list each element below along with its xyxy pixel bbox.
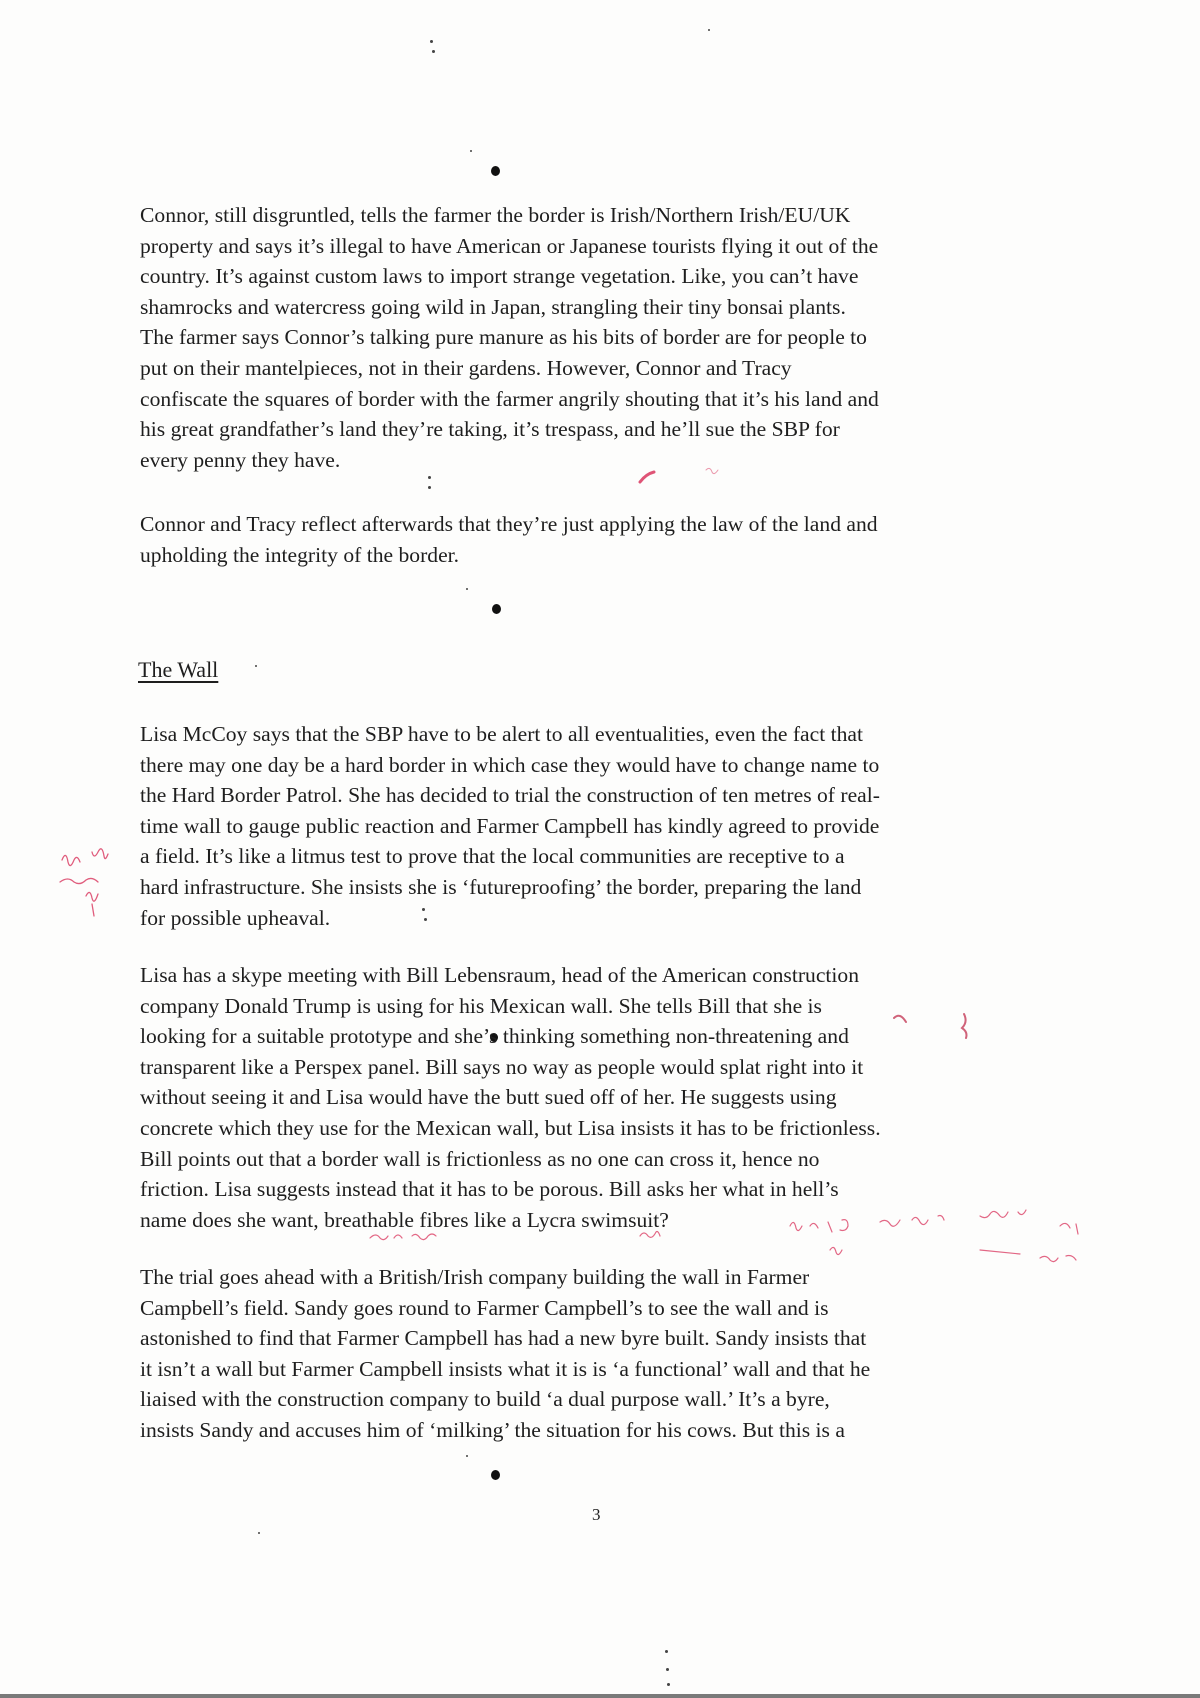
text-line: The farmer says Connor’s talking pure manure as his bits of border are for people to — [140, 325, 867, 350]
text-line: put on their mantelpieces, not in their gardens. However, Connor and Tracy — [140, 355, 792, 380]
speck — [470, 150, 472, 152]
speck — [466, 1455, 468, 1457]
text-line: friction. Lisa suggests instead that it has to be porous. Bill asks her what in hell’s — [140, 1177, 839, 1202]
red-check-mark — [636, 460, 726, 490]
text-line: astonished to find that Farmer Campbell has had a new byre built. Sandy insists that — [140, 1326, 867, 1351]
text-line: without seeing it and Lisa would have the butt sued off of her. He suggests using — [140, 1085, 837, 1110]
text-line: property and says it’s illegal to have American or Japanese tourists flying it out of the — [140, 233, 879, 258]
speck — [428, 486, 431, 489]
speck — [255, 665, 257, 667]
text-line: upholding the integrity of the border. — [140, 542, 460, 567]
text-line: every penny they have. — [140, 447, 341, 472]
speck — [430, 40, 433, 43]
text-line: hard infrastructure. She insists she is ‘futureproofing’ the border, preparing the land — [140, 874, 862, 899]
text-line: Connor and Tracy reflect afterwards that they’re just applying the law of the land and — [140, 512, 878, 536]
page-number: 3 — [592, 1505, 601, 1524]
paragraph-3 — [140, 719, 1052, 933]
text-line: the Hard Border Patrol. She has decided to trial the construction of ten metres of real- — [140, 783, 880, 808]
text-line: looking for a suitable prototype and she’s thinking something non-threatening and — [140, 1024, 849, 1049]
text-line: time wall to gauge public reaction and Farmer Campbell has kindly agreed to provide — [140, 813, 880, 838]
text-line: country. It’s against custom laws to import strange vegetation. Like, you can’t have — [140, 264, 859, 289]
speck — [666, 1668, 669, 1671]
speck — [708, 29, 710, 31]
paragraph-2 — [140, 509, 1052, 570]
text-line: his great grandfather’s land they’re taking, it’s trespass, and he’ll sue the SBP for — [140, 417, 840, 442]
paragraph-1 — [140, 200, 1052, 475]
speck — [665, 1650, 668, 1653]
speck — [667, 1683, 670, 1686]
text-line: liaised with the construction company to build ‘a dual purpose wall.’ It’s a byre, — [140, 1387, 830, 1412]
text-line: there may one day be a hard border in which case they would have to change name to — [140, 752, 880, 777]
text-line: transparent like a Perspex panel. Bill says no way as people would splat right into it — [140, 1054, 864, 1079]
text-line: confiscate the squares of border with the farmer angrily shouting that it’s his land and — [140, 386, 879, 411]
speck — [258, 1532, 260, 1534]
scan-edge — [0, 1694, 1200, 1698]
text-line: name does she want, breathable fibres like a Lycra swimsuit? — [140, 1207, 669, 1232]
margin-scribble-right — [360, 1206, 1160, 1286]
text-line: Lisa McCoy says that the SBP have to be alert to all eventualities, even the fact that — [140, 722, 863, 746]
text-line: a field. It’s like a litmus test to prove that the local communities are receptive to a — [140, 844, 845, 869]
paragraph-4 — [140, 960, 1052, 1235]
text-line: concrete which they use for the Mexican wall, but Lisa insists it has to be frictionless. — [140, 1115, 881, 1140]
text-line: insists Sandy and accuses him of ‘milking’ the situation for his cows. But this is a — [140, 1417, 845, 1442]
punch-dot-top — [491, 166, 500, 176]
text-line: Bill points out that a border wall is frictionless as no one can cross it, hence no — [140, 1146, 820, 1171]
text-line: shamrocks and watercress going wild in Japan, strangling their tiny bonsai plants. — [140, 294, 846, 319]
text-line: The trial goes ahead with a British/Irish company building the wall in Farmer — [140, 1265, 810, 1289]
paragraph-5 — [140, 1262, 1052, 1446]
text-line: company Donald Trump is using for his Mexican wall. She tells Bill that she is — [140, 993, 822, 1018]
speck — [432, 50, 435, 53]
section-heading: The Wall — [138, 657, 219, 682]
speck — [466, 588, 468, 590]
punch-dot-bottom — [491, 1470, 500, 1480]
text-line: Connor, still disgruntled, tells the farmer the border is Irish/Northern Irish/EU/UK — [140, 203, 851, 227]
red-edit-marks — [640, 1010, 990, 1050]
text-line: Lisa has a skype meeting with Bill Lebensraum, head of the American construction — [140, 963, 859, 987]
text-line: for possible upheaval. — [140, 905, 331, 930]
punch-dot-mid — [492, 604, 501, 614]
text-line: Campbell’s field. Sandy goes round to Farmer Campbell’s to see the wall and is — [140, 1295, 829, 1320]
margin-scribble-left — [52, 842, 132, 922]
text-line: it isn’t a wall but Farmer Campbell insists what it is is ‘a functional’ wall and that he — [140, 1356, 871, 1381]
speck — [428, 476, 431, 479]
